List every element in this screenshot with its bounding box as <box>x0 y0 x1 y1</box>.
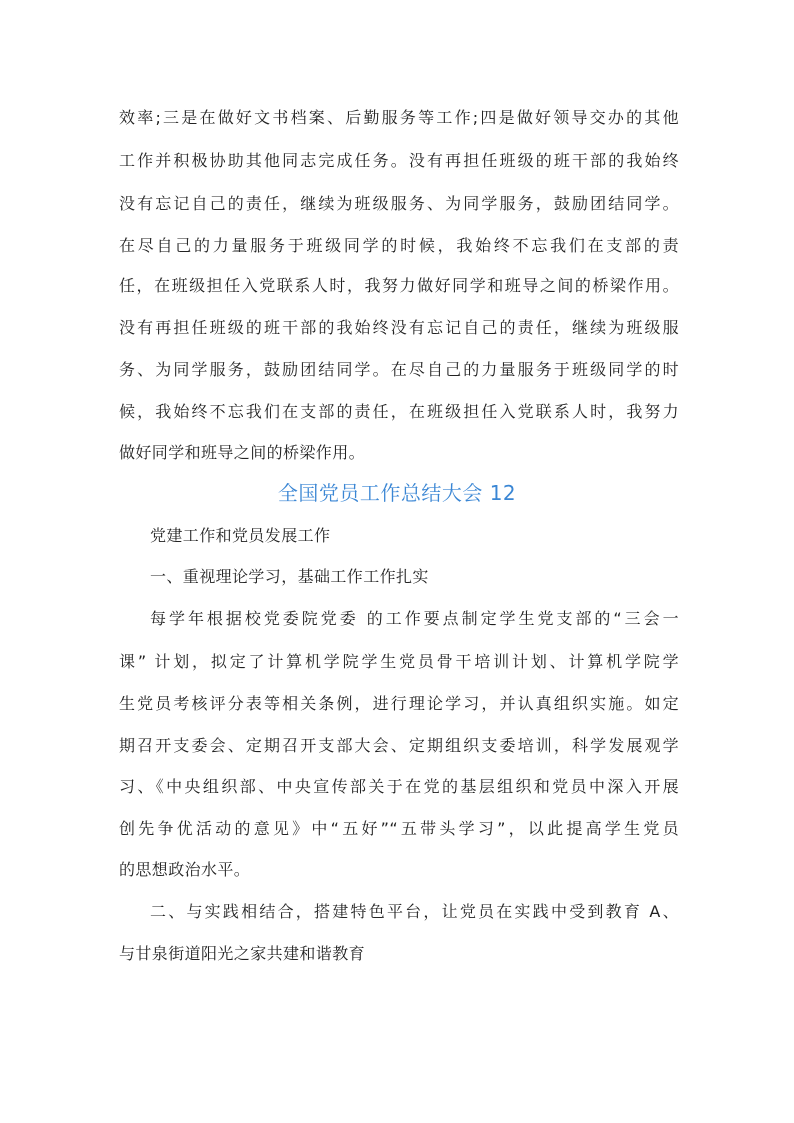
paragraph1-line-7: 务、为同学服务，鼓励团结同学。在尽自己的力量服务于班级同学的时 <box>119 360 679 379</box>
paragraph2-line-1: 每学年根据校党委院党委 的工作要点制定学生党支部的“三会一 <box>150 609 679 628</box>
paragraph1-line-3: 没有忘记自己的责任，继续为班级服务、为同学服务，鼓励团结同学。 <box>119 194 679 213</box>
paragraph1-line-2: 工作并积极协助其他同志完成任务。没有再担任班级的班干部的我始终 <box>119 151 679 170</box>
subheading-theory-study: 一、重视理论学习，基础工作工作扎实 <box>150 567 429 586</box>
paragraph1-line-4: 在尽自己的力量服务于班级同学的时候，我始终不忘我们在支部的责 <box>119 236 679 255</box>
paragraph2-line-5: 习、《中央组织部、中央宣传部关于在党的基层组织和党员中深入开展 <box>119 777 679 796</box>
paragraph3-line-2: 与甘泉街道阳光之家共建和谐教育 <box>119 944 366 963</box>
paragraph2-line-3: 生党员考核评分表等相关条例，进行理论学习，并认真组织实施。如定 <box>119 694 679 713</box>
subheading-party-building: 党建工作和党员发展工作 <box>150 526 331 545</box>
paragraph2-line-2: 课” 计划，拟定了计算机学院学生党员骨干培训计划、计算机学院学 <box>119 652 679 671</box>
section-title: 全国党员工作总结大会 12 <box>277 481 517 505</box>
paragraph1-line-8: 候，我始终不忘我们在支部的责任，在班级担任入党联系人时，我努力 <box>119 402 679 421</box>
paragraph3-line-1: 二、与实践相结合，搭建特色平台，让党员在实践中受到教育 A、 <box>150 902 679 921</box>
paragraph1-line-6: 没有再担任班级的班干部的我始终没有忘记自己的责任，继续为班级服 <box>119 318 679 337</box>
paragraph2-line-7: 的思想政治水平。 <box>119 860 251 879</box>
paragraph1-line-5: 任，在班级担任入党联系人时，我努力做好同学和班导之间的桥梁作用。 <box>119 276 679 295</box>
paragraph1-line-1: 效率;三是在做好文书档案、后勤服务等工作;四是做好领导交办的其他 <box>119 108 679 127</box>
paragraph2-line-4: 期召开支委会、定期召开支部大会、定期组织支委培训，科学发展观学 <box>119 736 679 755</box>
paragraph2-line-6: 创先争优活动的意见》中“五好”“五带头学习”，以此提高学生党员 <box>119 819 679 838</box>
paragraph1-line-9: 做好同学和班导之间的桥梁作用。 <box>119 443 366 462</box>
